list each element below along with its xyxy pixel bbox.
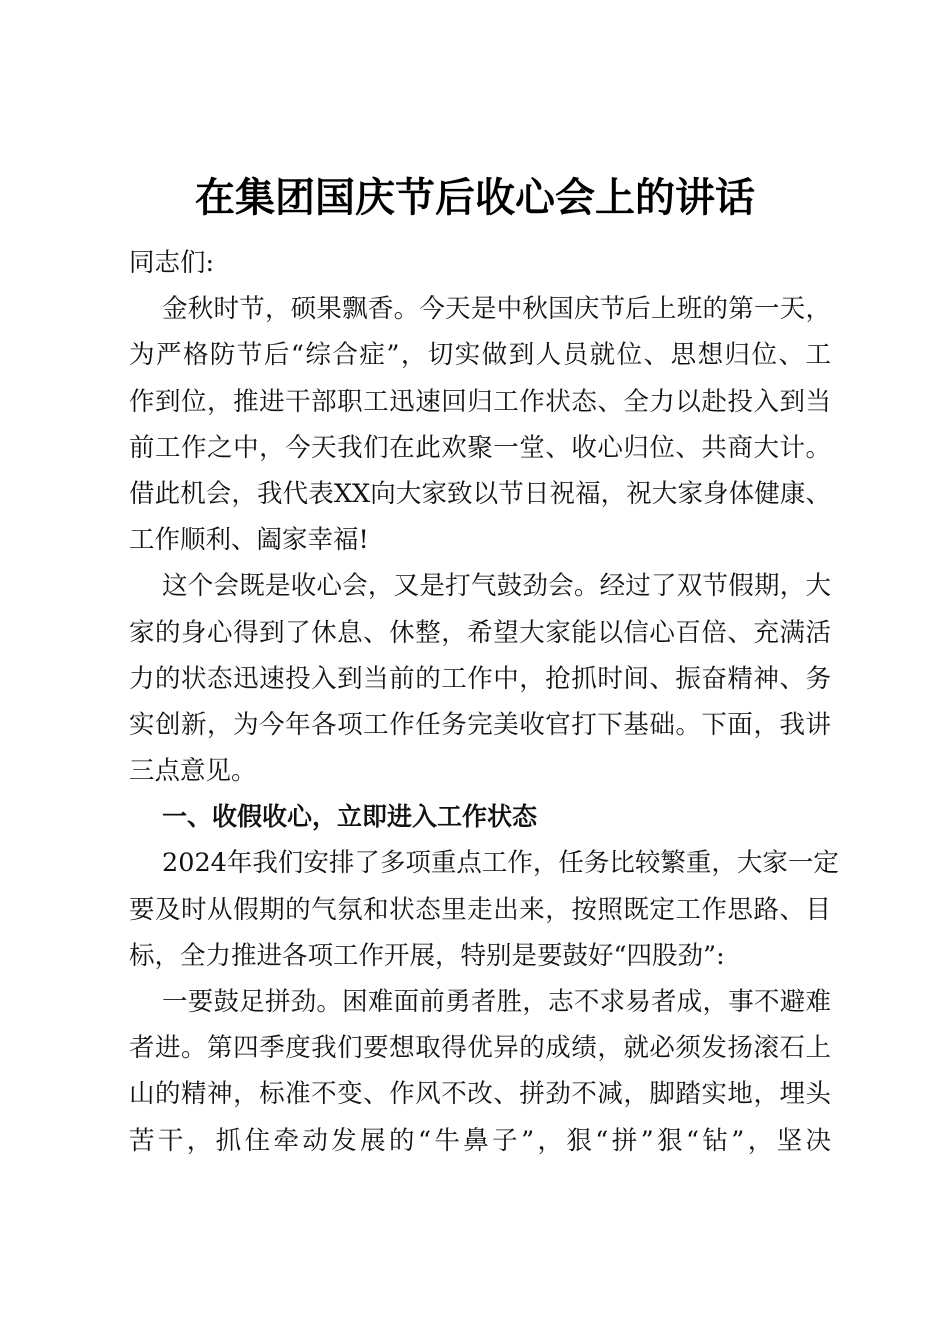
paragraph-line: 苦干，抓住牵动发展的“牛鼻子”，狠“拼”狠“钻”，坚决	[129, 1125, 831, 1156]
paragraph-line: 家的身心得到了休息、休整，希望大家能以信心百倍、充满活	[129, 617, 831, 648]
paragraph-line: 实创新，为今年各项工作任务完美收官打下基础。下面，我讲	[129, 709, 831, 740]
salutation-line: 同志们:	[129, 248, 215, 278]
paragraph-line: 标，全力推进各项工作开展，特别是要鼓好“四股劲”:	[129, 940, 725, 971]
paragraph-line: 要及时从假期的气氛和状态里走出来，按照既定工作思路、目	[129, 894, 831, 925]
paragraph-line: 作到位，推进干部职工迅速回归工作状态、全力以赴投入到当	[129, 386, 831, 417]
paragraph-line: 前工作之中，今天我们在此欢聚一堂、收心归位、共商大计。	[129, 432, 831, 463]
paragraph-line: 山的精神，标准不变、作风不改、拼劲不减，脚踏实地，埋头	[129, 1079, 831, 1110]
paragraph-line: 一要鼓足拼劲。困难面前勇者胜，志不求易者成，事不避难	[162, 987, 831, 1017]
paragraph-line: 者进。第四季度我们要想取得优异的成绩，就必须发扬滚石上	[129, 1033, 831, 1064]
paragraph-line: 2024年我们安排了多项重点工作，任务比较繁重，大家一定	[162, 848, 839, 879]
document-body	[129, 240, 839, 1164]
paragraph-line: 金秋时节，硕果飘香。今天是中秋国庆节后上班的第一天，	[162, 294, 831, 325]
paragraph-line: 三点意见。	[129, 756, 257, 787]
paragraph-line: 力的状态迅速投入到当前的工作中，抢抓时间、振奋精神、务	[129, 663, 831, 694]
paragraph-line: 为严格防节后“综合症”，切实做到人员就位、思想归位、工	[129, 340, 831, 371]
document-title: 在集团国庆节后收心会上的讲话	[195, 175, 755, 221]
paragraph-line: 工作顺利、阖家幸福!	[129, 525, 369, 556]
paragraph-line: 借此机会，我代表XX向大家致以节日祝福，祝大家身体健康、	[129, 478, 831, 509]
paragraph-line: 这个会既是收心会，又是打气鼓劲会。经过了双节假期，大	[162, 571, 831, 602]
section-heading: 一、收假收心，立即进入工作状态	[162, 802, 538, 832]
